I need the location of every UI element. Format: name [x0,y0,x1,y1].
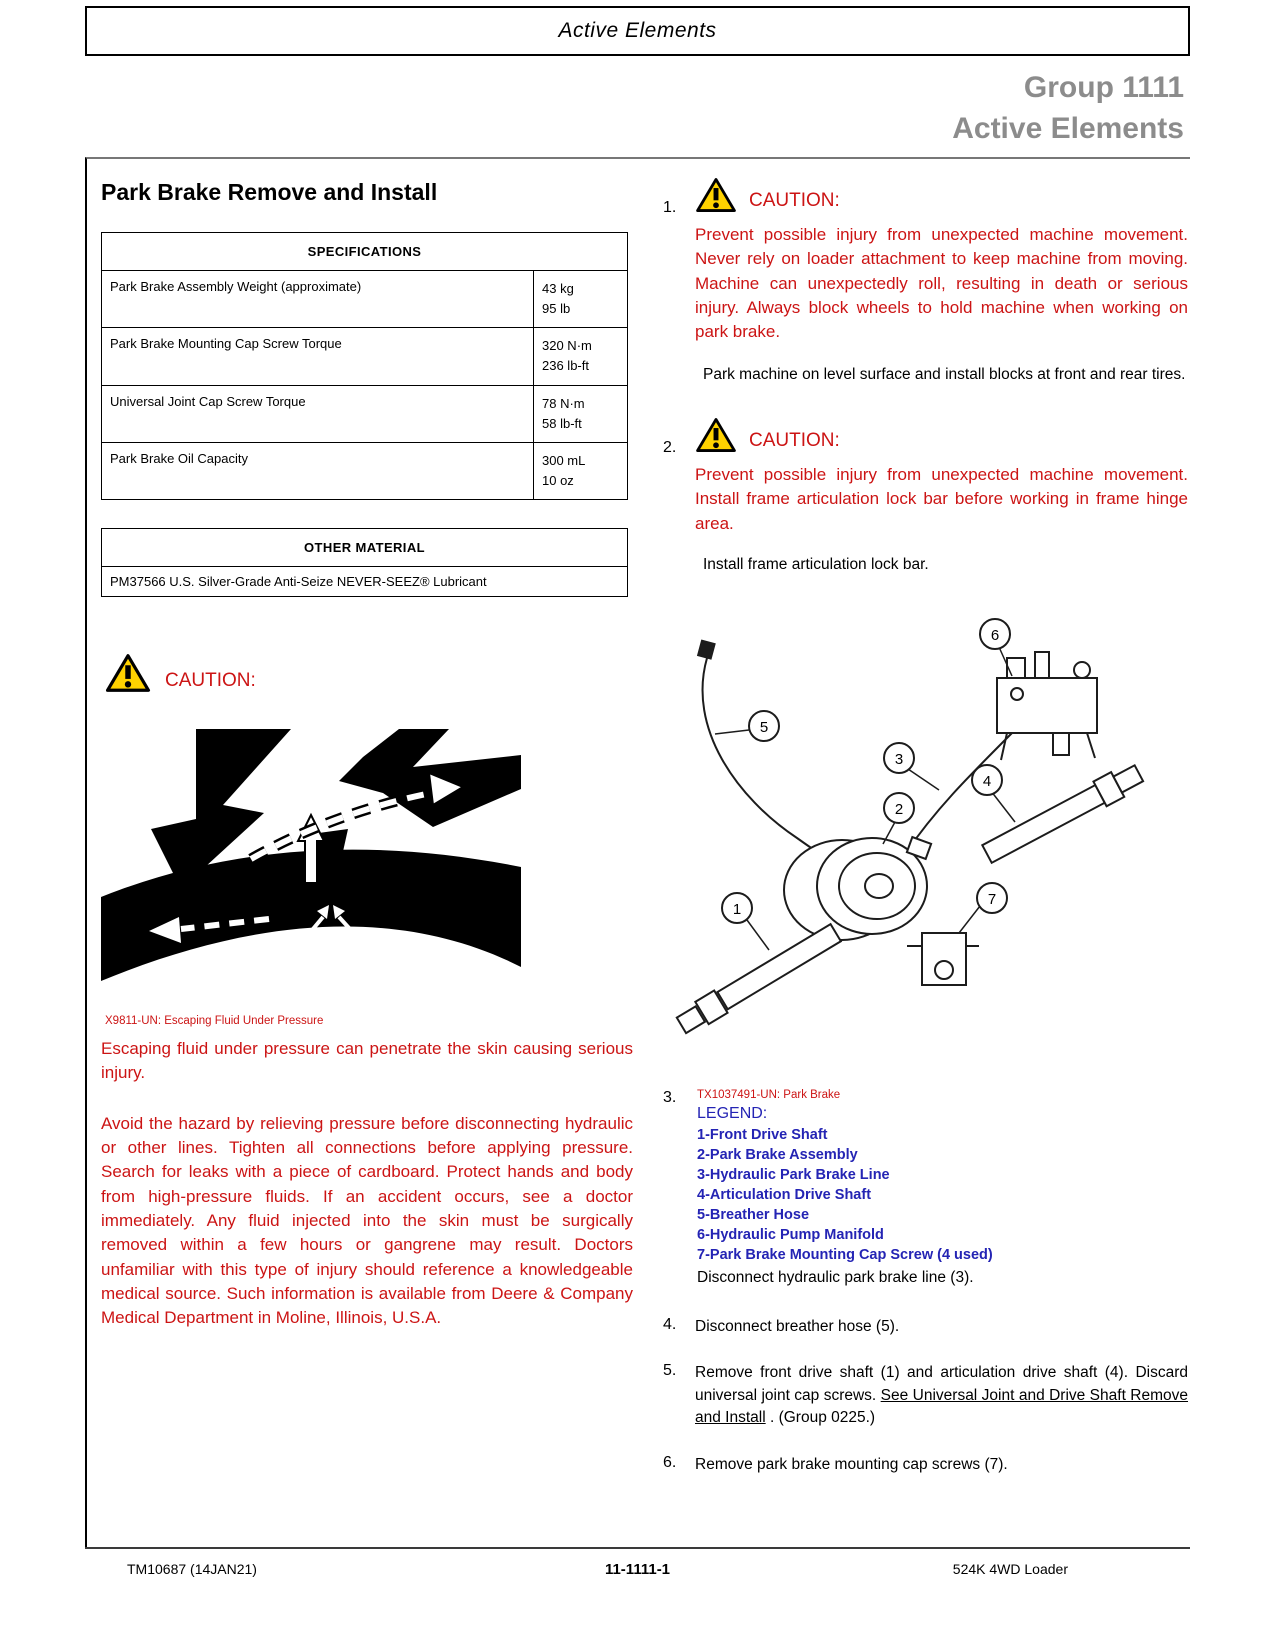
legend-item: 7-Park Brake Mounting Cap Screw (4 used) [697,1247,993,1264]
spec-label: Park Brake Assembly Weight (approximate) [102,271,534,328]
group-number: Group 1111 [1023,71,1184,104]
table-row [102,385,628,442]
other-material-table [101,528,628,597]
callout-3-label: 3 [894,751,904,769]
warning-triangle-icon [105,653,151,693]
spec-value-metric: 43 kg [542,281,574,296]
legend-item: 1-Front Drive Shaft [697,1127,828,1144]
caution-text: Prevent possible injury from unexpected machine movement. Never rely on loader attachment to keep machine from moving. Machine can unexpectedly roll, resulting in death or serious injury. Always block wheels to hold machine when working on park brake. [695,225,1188,342]
caution-label: CAUTION: [749,429,840,451]
legend-item: 2-Park Brake Assembly [697,1147,858,1164]
step-6 [663,1454,1188,1476]
spec-value [534,271,628,328]
fluid-pressure-illustration [101,729,521,994]
figure-caption: X9811-UN: Escaping Fluid Under Pressure [105,1015,324,1028]
legend [695,1105,1188,1265]
step-number: 1. [663,199,677,216]
warning-triangle-icon [695,177,737,213]
spec-value-imperial: 236 lb-ft [542,358,589,374]
step-1 [663,177,1188,387]
caution-heading [695,417,1188,453]
content-frame [85,157,1190,1547]
right-column [633,177,1190,1547]
step-5 [663,1362,1188,1429]
fluid-pressure-figure [101,729,633,999]
spec-value-metric: 320 N·m [542,338,592,354]
warning-paragraph: Escaping fluid under pressure can penetrate the skin causing serious injury. [101,1039,633,1083]
step-number: 3. [663,1089,677,1107]
step-3 [663,1089,1188,1289]
spec-label: Universal Joint Cap Screw Torque [102,385,534,442]
running-title-box [85,6,1190,56]
legend-item: 6-Hydraulic Pump Manifold [697,1227,884,1244]
callout-5-label: 5 [759,719,769,737]
step5-tail-text: . (Group 0225.) [765,1409,876,1427]
footer-model: 524K 4WD Loader [952,1561,1068,1577]
legend-item: 4-Articulation Drive Shaft [697,1187,872,1204]
step5-lead-text: Remove front drive shaft (1) and articulation drive shaft (4). Discard universal joint cap screws. [695,1364,1188,1404]
left-caution-heading [101,653,633,693]
page-footer [85,1547,1190,1578]
step-2 [663,417,1188,576]
spec-value-imperial: 95 lb [542,301,571,317]
spec-value-metric: 78 N·m [542,395,585,411]
caution-text: Prevent possible injury from unexpected machine movement. Install frame articulation lock bar before working in frame hinge area. [695,464,1188,533]
table-row [102,271,628,328]
caution-label: CAUTION: [749,190,840,211]
legend-item: 3-Hydraulic Park Brake Line [697,1167,890,1184]
callout-7-label: 7 [987,891,997,909]
spec-value-metric: 300 mL [542,452,586,468]
callout-4-label: 4 [982,773,992,791]
park-brake-diagram [667,618,1147,1068]
step-instruction: Remove park brake mounting cap screws (7). [695,1455,1008,1473]
specifications-table-header: SPECIFICATIONS [102,233,628,271]
table-row [102,442,628,499]
caution-heading [695,177,1188,213]
step-instruction [695,1362,1188,1429]
table-row [102,567,628,597]
specifications-table [101,232,628,500]
spec-value [534,328,628,385]
step-instruction: Install frame articulation lock bar. [703,555,929,573]
step-instruction: Disconnect hydraulic park brake line (3). [697,1269,974,1287]
step-number: 6. [663,1453,677,1471]
legend-title: LEGEND: [697,1105,768,1123]
step-number: 2. [663,438,677,456]
callout-2-label: 2 [894,801,904,819]
other-material-item: PM37566 U.S. Silver-Grade Anti-Seize NEVER-SEEZ® Lubricant [102,567,628,597]
step-4 [663,1316,1188,1338]
callout-6-label: 6 [990,627,1000,645]
callout-1-label: 1 [732,901,742,919]
figure-caption: TX1037491-UN: Park Brake [697,1089,841,1102]
left-column [101,177,633,1547]
spec-value-imperial: 10 oz [542,472,574,488]
warning-triangle-icon [695,417,737,453]
running-title: Active Elements [558,19,717,42]
park-brake-figure [663,618,1188,1073]
other-material-header: OTHER MATERIAL [102,529,628,567]
group-heading [85,56,1190,157]
spec-value [534,442,628,499]
footer-page-number: 11-1111-1 [604,1561,671,1578]
section-title: Park Brake Remove and Install [101,179,438,205]
footer-document-id: TM10687 (14JAN21) [127,1561,257,1577]
step-instruction: Disconnect breather hose (5). [695,1317,900,1335]
table-row [102,328,628,385]
spec-value-imperial: 58 lb-ft [542,415,582,431]
spec-value [534,385,628,442]
step-number: 4. [663,1315,677,1333]
cross-reference-link[interactable]: See Universal Joint and Drive Shaft Remove and Install [695,1386,1189,1427]
step-number: 5. [663,1362,677,1380]
step-instruction: Park machine on level surface and install blocks at front and rear tires. [703,366,1186,384]
group-name: Active Elements [952,111,1184,145]
caution-label: CAUTION: [165,670,256,692]
legend-item: 5-Breather Hose [697,1207,810,1224]
spec-label: Park Brake Oil Capacity [102,442,534,499]
spec-label: Park Brake Mounting Cap Screw Torque [102,328,534,385]
warning-paragraph: Avoid the hazard by relieving pressure before disconnecting hydraulic or other lines. Tighten all connections before applying pressure. Search for leaks with a piece of cardboard. Protect hands and body from high-pressure fluids. If an accident occurs, see a doctor immediately. Any fluid injected into the skin must be surgically removed within a few hours or gangrene may result. Doctors unfamiliar with this type of injury should reference a knowledgeable medical source. Such information is available from Deere & Company Medical Department in Moline, Illinois, U.S.A. [101,1113,633,1328]
